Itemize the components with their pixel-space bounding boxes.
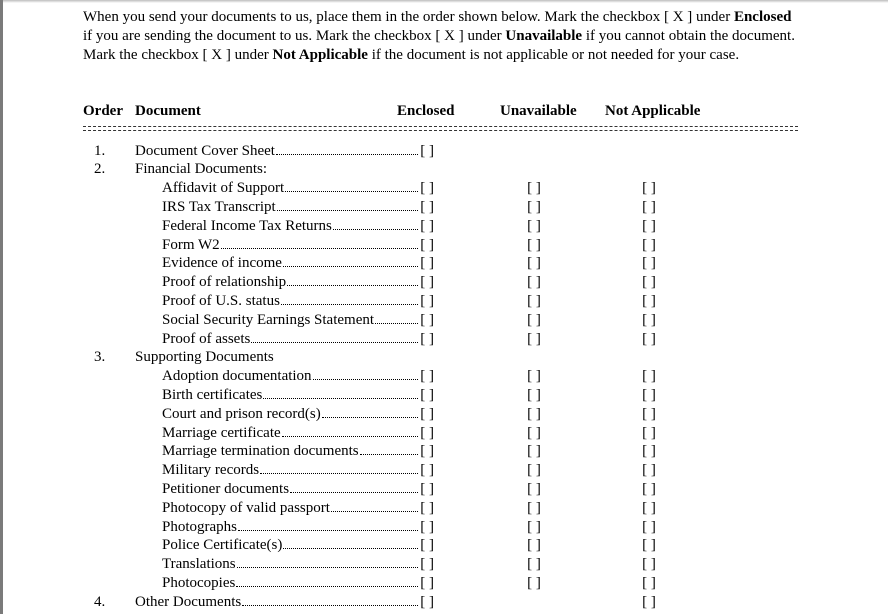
document-item-text: Photocopy of valid passport xyxy=(162,499,330,516)
table-row xyxy=(0,198,888,217)
dot-leader xyxy=(251,342,418,343)
table-row xyxy=(0,273,888,292)
document-item-label xyxy=(162,367,434,386)
instructions-part-1: When you send your documents to us, place them in the order shown below. Mark the checkbox [ X ] under xyxy=(83,9,734,25)
section-item-text: Other Documents xyxy=(135,593,242,610)
not-applicable-checkbox[interactable]: [ ] xyxy=(642,330,656,347)
not-applicable-checkbox[interactable]: [ ] xyxy=(642,499,656,516)
dot-leader xyxy=(283,548,418,549)
dot-leader xyxy=(281,304,418,305)
table-row xyxy=(0,405,888,424)
document-item-label xyxy=(162,442,434,461)
dot-leader xyxy=(313,379,419,380)
unavailable-checkbox[interactable]: [ ] xyxy=(527,368,541,385)
dot-leader xyxy=(322,417,419,418)
not-applicable-checkbox[interactable]: [ ] xyxy=(642,236,656,253)
table-row xyxy=(0,217,888,236)
document-item-enclosed-checkbox[interactable]: [ ] xyxy=(420,198,434,215)
not-applicable-checkbox[interactable]: [ ] xyxy=(642,518,656,535)
unavailable-checkbox[interactable]: [ ] xyxy=(527,537,541,554)
section-number: 1. xyxy=(94,142,106,159)
document-item-text: Photographs xyxy=(162,518,237,535)
section-row xyxy=(0,142,888,161)
table-row xyxy=(0,424,888,443)
table-row xyxy=(0,499,888,518)
document-item-label xyxy=(162,198,434,217)
unavailable-checkbox[interactable]: [ ] xyxy=(527,198,541,215)
document-item-text: IRS Tax Transcript xyxy=(162,198,276,215)
section-number: 2. xyxy=(94,161,106,178)
document-item-enclosed-checkbox[interactable]: [ ] xyxy=(420,462,434,479)
unavailable-checkbox[interactable]: [ ] xyxy=(527,274,541,291)
dot-leader xyxy=(290,492,418,493)
document-item-enclosed-checkbox[interactable]: [ ] xyxy=(420,518,434,535)
unavailable-checkbox[interactable]: [ ] xyxy=(527,255,541,272)
unavailable-checkbox[interactable]: [ ] xyxy=(527,217,541,234)
document-item-label xyxy=(162,254,434,273)
unavailable-checkbox[interactable]: [ ] xyxy=(527,236,541,253)
section-label-text: Financial Documents: xyxy=(135,161,268,178)
document-item-enclosed-checkbox[interactable]: [ ] xyxy=(420,480,434,497)
section-number: 4. xyxy=(94,593,106,610)
document-item-enclosed-checkbox[interactable]: [ ] xyxy=(420,537,434,554)
document-item-enclosed-checkbox[interactable]: [ ] xyxy=(420,556,434,573)
dot-leader xyxy=(260,473,418,474)
unavailable-checkbox[interactable]: [ ] xyxy=(527,330,541,347)
table-row xyxy=(0,480,888,499)
table-row xyxy=(0,311,888,330)
document-item-label xyxy=(162,386,434,405)
table-row xyxy=(0,518,888,537)
document-item-label xyxy=(162,217,434,236)
table-row xyxy=(0,574,888,593)
not-applicable-checkbox[interactable]: [ ] xyxy=(642,198,656,215)
dot-leader xyxy=(276,154,418,155)
instructions-part-3: if you cannot obtain the document. Mark the checkbox [ X ] under xyxy=(83,28,795,64)
instructions-part-4: if the document is not applicable or not needed for your case. xyxy=(367,47,740,64)
document-item-text: Marriage termination documents xyxy=(162,443,359,460)
not-applicable-checkbox[interactable]: [ ] xyxy=(642,386,656,403)
document-item-text: Marriage certificate xyxy=(162,424,281,441)
double-rule-divider xyxy=(83,123,798,135)
document-item-text: Military records xyxy=(162,462,260,479)
unavailable-checkbox[interactable]: [ ] xyxy=(527,462,541,479)
document-item-enclosed-checkbox[interactable]: [ ] xyxy=(420,405,434,422)
unavailable-checkbox[interactable]: [ ] xyxy=(527,180,541,197)
dot-leader xyxy=(238,530,418,531)
unavailable-checkbox[interactable]: [ ] xyxy=(527,574,541,591)
not-applicable-checkbox[interactable]: [ ] xyxy=(642,574,656,591)
dot-leader xyxy=(236,586,418,587)
instructions-part-2: if you are sending the document to us. Mark the checkbox [ X ] under xyxy=(83,28,506,45)
document-item-text: Proof of relationship xyxy=(162,274,287,291)
unavailable-checkbox[interactable]: [ ] xyxy=(527,518,541,535)
table-row xyxy=(0,179,888,198)
not-applicable-checkbox[interactable]: [ ] xyxy=(642,311,656,328)
document-item-label xyxy=(162,574,434,593)
not-applicable-checkbox[interactable]: [ ] xyxy=(642,593,656,610)
table-row xyxy=(0,536,888,555)
section-row xyxy=(0,160,888,179)
document-item-enclosed-checkbox[interactable]: [ ] xyxy=(420,574,434,591)
dot-leader xyxy=(242,605,418,606)
document-item-text: Form W2 xyxy=(162,236,220,253)
section-row xyxy=(0,593,888,612)
document-item-label xyxy=(162,273,434,292)
document-item-text: Proof of assets xyxy=(162,330,251,347)
section-item-enclosed-checkbox[interactable]: [ ] xyxy=(420,593,434,610)
document-item-text: Court and prison record(s) xyxy=(162,405,321,422)
document-item-text: Translations xyxy=(162,556,236,573)
section-item-label xyxy=(135,142,434,161)
section-item-text: Document Cover Sheet xyxy=(135,142,275,159)
dot-leader xyxy=(237,567,419,568)
not-applicable-checkbox[interactable]: [ ] xyxy=(642,255,656,272)
not-applicable-checkbox[interactable]: [ ] xyxy=(642,462,656,479)
section-item-enclosed-checkbox[interactable]: [ ] xyxy=(420,142,434,159)
document-item-enclosed-checkbox[interactable]: [ ] xyxy=(420,443,434,460)
document-item-enclosed-checkbox[interactable]: [ ] xyxy=(420,217,434,234)
table-row xyxy=(0,292,888,311)
dot-leader xyxy=(331,511,418,512)
document-item-enclosed-checkbox[interactable]: [ ] xyxy=(420,180,434,197)
document-item-enclosed-checkbox[interactable]: [ ] xyxy=(420,311,434,328)
document-item-label xyxy=(162,405,434,424)
table-row xyxy=(0,461,888,480)
dot-leader xyxy=(263,398,418,399)
not-applicable-checkbox[interactable]: [ ] xyxy=(642,480,656,497)
document-item-enclosed-checkbox[interactable]: [ ] xyxy=(420,499,434,516)
document-item-label xyxy=(162,424,434,443)
unavailable-checkbox[interactable]: [ ] xyxy=(527,424,541,441)
header-enclosed: Enclosed xyxy=(397,103,455,119)
section-label xyxy=(135,160,267,179)
instructions-keyword-enclosed: Enclosed xyxy=(733,9,792,25)
table-row xyxy=(0,386,888,405)
dot-leader xyxy=(221,248,419,249)
dot-leader xyxy=(285,191,418,192)
document-item-enclosed-checkbox[interactable]: [ ] xyxy=(420,292,434,309)
not-applicable-checkbox[interactable]: [ ] xyxy=(642,443,656,460)
dot-leader xyxy=(282,436,419,437)
section-label xyxy=(135,348,274,367)
header-unavailable: Unavailable xyxy=(500,103,577,119)
table-row xyxy=(0,442,888,461)
dot-leader xyxy=(360,454,419,455)
document-item-label xyxy=(162,311,434,330)
document-item-label xyxy=(162,236,434,255)
document-item-text: Petitioner documents xyxy=(162,480,290,497)
table-row xyxy=(0,254,888,273)
section-row xyxy=(0,348,888,367)
document-item-text: Birth certificates xyxy=(162,386,263,403)
section-label-text: Supporting Documents xyxy=(135,349,274,366)
section-number: 3. xyxy=(94,349,106,366)
not-applicable-checkbox[interactable]: [ ] xyxy=(642,292,656,309)
document-item-enclosed-checkbox[interactable]: [ ] xyxy=(420,255,434,272)
dot-leader xyxy=(333,229,418,230)
document-item-text: Evidence of income xyxy=(162,255,282,272)
document-item-label xyxy=(162,330,434,349)
not-applicable-checkbox[interactable]: [ ] xyxy=(642,537,656,554)
page-top-shadow xyxy=(3,0,888,3)
dot-leader xyxy=(277,210,419,211)
not-applicable-checkbox[interactable]: [ ] xyxy=(642,217,656,234)
document-item-enclosed-checkbox[interactable]: [ ] xyxy=(420,330,434,347)
unavailable-checkbox[interactable]: [ ] xyxy=(527,292,541,309)
document-item-text: Federal Income Tax Returns xyxy=(162,217,332,234)
document-item-text: Photocopies xyxy=(162,574,236,591)
header-order: Order xyxy=(83,103,123,119)
document-item-label xyxy=(162,518,434,537)
unavailable-checkbox[interactable]: [ ] xyxy=(527,405,541,422)
table-row xyxy=(0,330,888,349)
header-document: Document xyxy=(135,103,201,119)
document-item-label xyxy=(162,499,434,518)
document-item-label xyxy=(162,461,434,480)
section-item-label xyxy=(135,593,434,612)
unavailable-checkbox[interactable]: [ ] xyxy=(527,443,541,460)
dot-leader xyxy=(287,285,418,286)
instructions-keyword-unavailable: Unavailable xyxy=(505,28,583,45)
document-item-text: Affidavit of Support xyxy=(162,180,285,197)
document-item-label xyxy=(162,536,434,555)
document-item-enclosed-checkbox[interactable]: [ ] xyxy=(420,424,434,441)
table-row xyxy=(0,555,888,574)
unavailable-checkbox[interactable]: [ ] xyxy=(527,386,541,403)
table-row xyxy=(0,367,888,386)
header-not-applicable: Not Applicable xyxy=(605,103,701,119)
dot-leader xyxy=(375,323,418,324)
not-applicable-checkbox[interactable]: [ ] xyxy=(642,424,656,441)
document-item-text: Adoption documentation xyxy=(162,368,312,385)
document-item-label xyxy=(162,480,434,499)
dot-leader xyxy=(283,266,418,267)
not-applicable-checkbox[interactable]: [ ] xyxy=(642,180,656,197)
unavailable-checkbox[interactable]: [ ] xyxy=(527,556,541,573)
document-item-text: Police Certificate(s) xyxy=(162,537,283,554)
document-item-label xyxy=(162,555,434,574)
not-applicable-checkbox[interactable]: [ ] xyxy=(642,405,656,422)
document-item-enclosed-checkbox[interactable]: [ ] xyxy=(420,236,434,253)
not-applicable-checkbox[interactable]: [ ] xyxy=(642,274,656,291)
document-item-label xyxy=(162,179,434,198)
unavailable-checkbox[interactable]: [ ] xyxy=(527,499,541,516)
table-row xyxy=(0,236,888,255)
document-item-label xyxy=(162,292,434,311)
instructions-paragraph xyxy=(83,8,798,66)
document-item-text: Proof of U.S. status xyxy=(162,292,280,309)
unavailable-checkbox[interactable]: [ ] xyxy=(527,311,541,328)
document-item-enclosed-checkbox[interactable]: [ ] xyxy=(420,386,434,403)
unavailable-checkbox[interactable]: [ ] xyxy=(527,480,541,497)
document-item-text: Social Security Earnings Statement xyxy=(162,311,375,328)
instructions-keyword-not-applicable: Not Applicable xyxy=(272,47,368,64)
document-item-enclosed-checkbox[interactable]: [ ] xyxy=(420,274,434,291)
not-applicable-checkbox[interactable]: [ ] xyxy=(642,556,656,573)
document-item-enclosed-checkbox[interactable]: [ ] xyxy=(420,368,434,385)
not-applicable-checkbox[interactable]: [ ] xyxy=(642,368,656,385)
